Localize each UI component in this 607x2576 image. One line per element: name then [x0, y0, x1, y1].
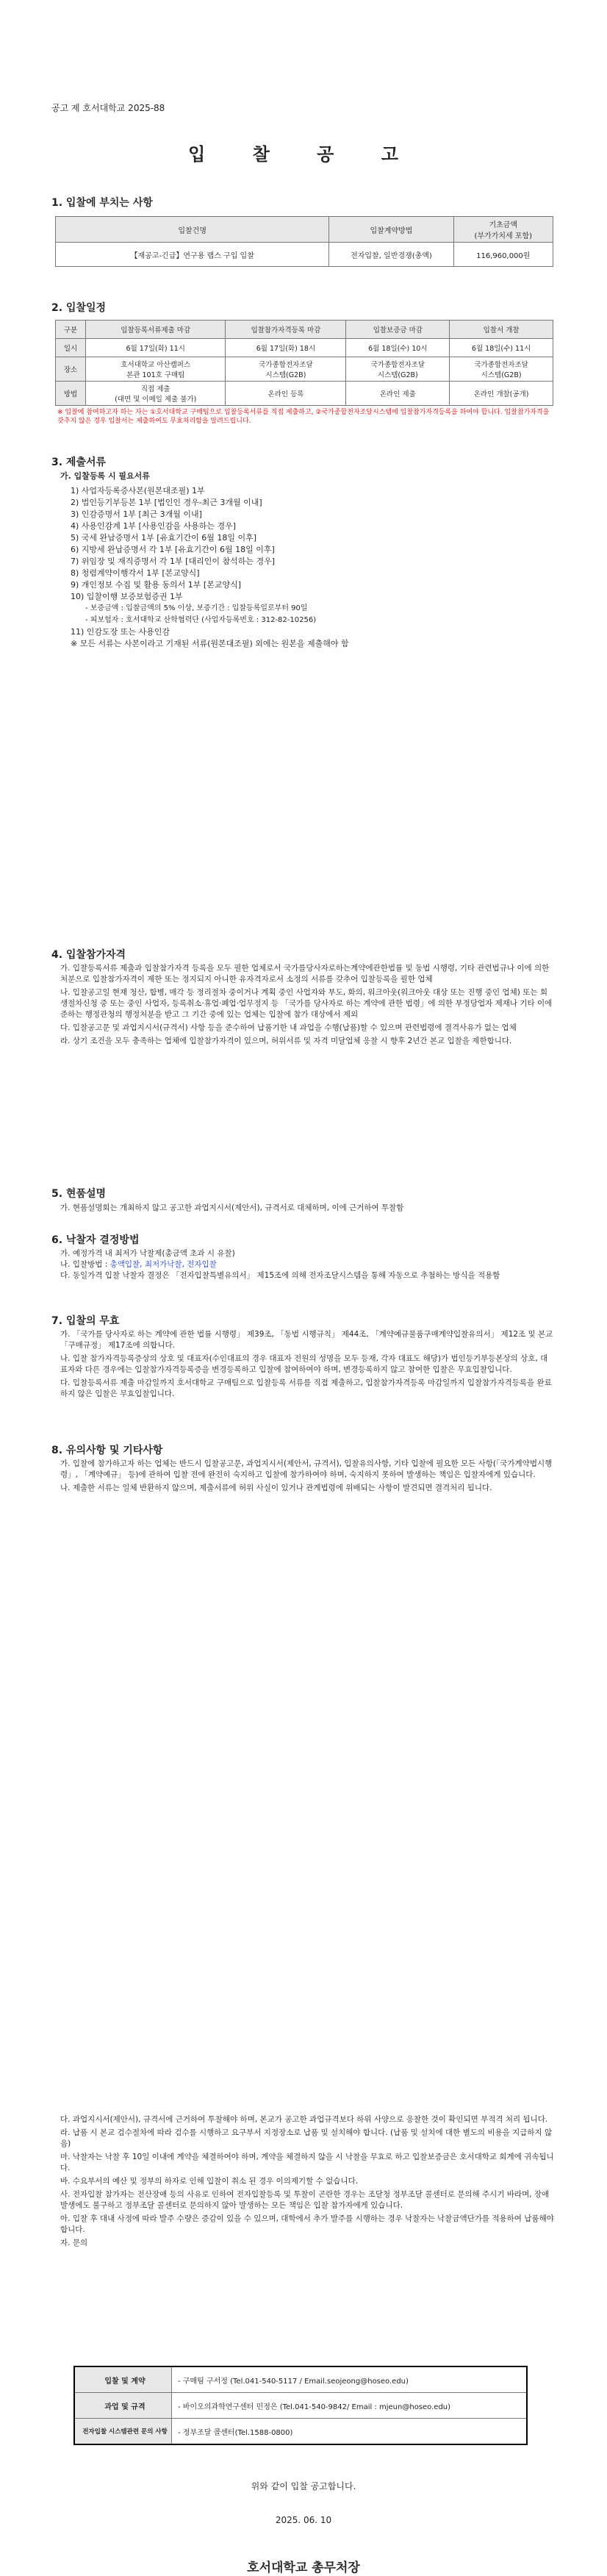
column-header: 구분 [56, 321, 86, 339]
section6-heading: 6. 낙찰자 결정방법 [51, 1234, 140, 1246]
list-item: 다. 동일가격 입찰 낙찰자 결정은 「전자입찰특별유의서」 제15조에 의해 전자조달시스템을 통해 자동으로 추첨하는 방식을 적용함 [60, 1271, 500, 1280]
issuer-name: 호서대학교 총무처장 [247, 2561, 360, 2575]
invalid-bid-list [60, 1329, 554, 1400]
table-cell: 온라인 개찰(공개) [450, 382, 553, 406]
table-cell: 온라인 등록 [226, 382, 346, 406]
page-title: 입 찰 공 고 [188, 144, 419, 165]
list-item: 1) 사업자등록증사본(원본대조필) 1부 [71, 486, 205, 495]
list-item: 가. 입찰에 참가하고자 하는 업체는 반드시 입찰공고문, 과업지시서(제안서, 규격서), 입찰유의사항, 기타 입찰에 필요한 모든 사항(「국가계약법시행령」, 「계약예규」 등)에 관하여 입찰 전에 완전히 숙지하고 입찰에 참가하여야 하며, 숙지하지 못하여 발생하는 책임은 입찰자에게 있습니다. [60, 1459, 553, 1479]
column-header: 입찰등록서류제출 마감 [86, 321, 226, 339]
section3-subheading: 가. 입찰등록 시 필요서류 [60, 471, 150, 481]
schedule-table [55, 320, 553, 406]
list-item: 나. 제출한 서류는 일체 반환하지 않으며, 제출서류에 허위 사실이 있거나 관계법령에 위배되는 사항이 발견되면 결격처리 됩니다. [60, 1484, 492, 1492]
table-cell: 장소 [56, 357, 86, 382]
table-cell: 전자입찰, 일반경쟁(총액) [329, 243, 453, 267]
contact-value: - 바이오의과학연구센터 민정은 (Tel.041-540-9842/ Email : mjeun@hoseo.edu) [172, 2393, 528, 2419]
list-item: 2) 법인등기부등본 1부 [법인인 경우-최근 3개월 이내] [71, 498, 262, 507]
list-item: 마. 낙찰자는 낙찰 후 10일 이내에 계약을 체결하여야 하며, 계약을 체결하지 않을 시 낙찰을 무효로 하고 입찰보증금은 호서대학교 회계에 귀속됩니다. [60, 2153, 554, 2172]
list-item: 가. 입찰등록서류 제출과 입찰참가자격 등록을 모두 필한 업체로서 국가를당사자로하는계약에관한법률 및 동법 시행령, 기타 관련법규나 이에 의한 처분으로 입찰참가자격이 제한 또는 정지되지 아니한 유자격자로서 소정의 서류를 갖추어 입찰등록을 필한 업체 [60, 964, 550, 984]
table-cell: 【재공고-긴급】연구용 랩스 구입 입찰 [56, 243, 329, 267]
list-item: 라. 상기 조건을 모두 충족하는 업체에 입찰참가자격이 있으며, 허위서류 및 자격 미달업체 응찰 시 향후 2년간 본교 입찰을 제한합니다. [60, 1037, 512, 1045]
list-item: 다. 입찰등록서류 제출 마감일까지 호서대학교 구매팀으로 입찰등록 서류를 직접 제출하고, 입찰참가자격등록 마감일까지 입찰참가자격등록을 완료하지 않은 입찰은 무효입찰입니다. [60, 1378, 552, 1398]
list-item: 4) 사용인감계 1부 [사용인감을 사용하는 경우] [71, 521, 236, 531]
section7-heading: 7. 입찰의 무효 [51, 1315, 120, 1327]
list-item [60, 1259, 554, 1270]
table-cell: 국가종합전자조달 시스템(G2B) [450, 357, 553, 382]
list-item: 8) 청렴계약이행각서 1부 [본교양식] [71, 568, 200, 578]
bid-items-table [55, 216, 553, 267]
contact-table [73, 2366, 528, 2445]
list-item: ※ 모든 서류는 사본이라고 기재된 서류(원본대조필) 외에는 원본을 제출해야 함 [71, 639, 349, 648]
table-row [56, 339, 553, 357]
contact-value: - 정부조달 콜센터(Tel.1588-0800) [172, 2419, 528, 2445]
table-cell: 직접 제출 (대면 및 이메일 제출 불가) [86, 382, 226, 406]
section4-heading: 4. 입찰참가자격 [51, 949, 126, 961]
table-cell: 6월 18일(수) 10시 [346, 339, 450, 357]
table-cell: 국가종합전자조달 시스템(G2B) [226, 357, 346, 382]
table-cell: 6월 17일(화) 11시 [86, 339, 226, 357]
contact-label: 입찰 및 계약 [74, 2366, 172, 2393]
list-item: 나. 입찰 참가자격등록증상의 상호 및 대표자(수인대표의 경우 대표자 전원의 성명을 모두 등재, 각자 대표도 해당)가 법인등기부등본상의 상호, 대표자와 다른 경우에는 입찰참가자격등록증을 변경등록하고 입찰에 참여하여야 하며, 변경등록하지 않고 참여한 입찰은 무효입찰입니다. [60, 1354, 548, 1374]
list-item: 7) 위임장 및 재직증명서 각 1부 [대리인이 참석하는 경우] [71, 557, 275, 566]
table-cell: 온라인 제출 [346, 382, 450, 406]
table-cell: 호서대학교 아산캠퍼스 본관 101호 구매팀 [86, 357, 226, 382]
section1-heading: 1. 입찰에 부치는 사항 [51, 197, 153, 209]
list-item: 10) 입찰이행 보증보험증권 1부 [71, 592, 183, 601]
list-item: 6) 지방세 완납증명서 각 1부 [유효기간이 6월 18일 이후] [71, 545, 275, 554]
list-item: 자. 문의 [60, 2239, 88, 2247]
column-header: 입찰보증금 마감 [346, 321, 450, 339]
list-item: 11) 인감도장 또는 사용인감 [71, 627, 170, 637]
table-row [74, 2393, 527, 2419]
list-item: 3) 인감증명서 1부 [최근 3개월 이내] [71, 509, 202, 519]
list-item: 가. 「국가를 당사자로 하는 계약에 관한 법률 시행령」 제39조, 「동법 시행규칙」 제44조, 「계약예규물품구매계약입찰유의서」 제12조 및 본교 「구매규정」 제17조에 의합니다. [60, 1330, 553, 1350]
closing-statement: 위와 같이 입찰 공고합니다. [251, 2481, 356, 2491]
table-row [56, 243, 553, 267]
list-item-label: 나. 입찰방법 : [60, 1260, 110, 1269]
list-item: - 보증금액 : 입찰금액의 5% 이상, 보증기간 : 입찰등록일로부터 90일 [85, 604, 308, 612]
notes-list-continued [60, 2114, 554, 2249]
list-item: 아. 입찰 후 대내 사정에 따라 발주 수량은 증감이 있을 수 있으며, 대학에서 추가 발주를 시행하는 경우 낙찰자는 낙찰금액단가를 적용하여 납품해야 합니다. [60, 2214, 554, 2234]
column-header: 입찰서 개찰 [450, 321, 553, 339]
list-item: 바. 수요부서의 예산 및 정부의 하자로 인해 입찰이 취소 된 경우 이의제기할 수 없습니다. [60, 2177, 359, 2186]
list-item: 9) 개인정보 수집 및 활용 동의서 1부 [본교양식] [71, 580, 241, 590]
documents-list [71, 485, 556, 650]
table-cell: 방법 [56, 382, 86, 406]
section3-heading: 3. 제출서류 [51, 457, 107, 468]
table-row [56, 382, 553, 406]
list-item: 다. 입찰공고문 및 과업지시서(규격서) 사항 등을 준수하여 납품기한 내 과업을 수행(납품)할 수 있으며 관련법령에 결격사유가 없는 업체 [60, 1023, 517, 1032]
schedule-note: ※ 입찰에 참여하고자 하는 자는 ①호서대학교 구매팀으로 입찰등록서류를 직접 제출하고, ②국가종합전자조달시스템에 입찰참가자격등록을 하여야 합니다. 입찰참가자격을 갖추지 않은 경우 입찰서는 제출하여도 무효처리함을 알려드립니다. [57, 409, 550, 425]
notice-date: 2025. 06. 10 [275, 2515, 332, 2525]
qualification-list [60, 963, 554, 1047]
list-item: 나. 입찰공고일 현재 청산, 합병, 매각 등 정리절차 중이거나 계획 중인 사업자와 부도, 화의, 워크아웃(워크아웃 대상 또는 진행 중인 업체) 또는 회생절차신청 중 또는 중인 사업자, 등록취소·휴업·폐업·업무정지 등 「국가를 당사자로 하는 계약에 관한 법령」에 의한 부정당업자 제재나 기타 이에 준하는 행정관청의 행정처분을 받고 그 기간 중에 있는 업체는 입찰에 참가 대상에서 제외 [60, 988, 553, 1019]
table-row [74, 2366, 527, 2393]
table-row [56, 357, 553, 382]
list-item: 가. 예정가격 내 최저가 낙찰제(총금액 초과 시 유찰) [60, 1249, 235, 1258]
contact-value: - 구매팀 구서정 (Tel.041-540-5117 / Email.seojeong@hoseo.edu) [172, 2366, 528, 2393]
table-cell: 국가종합전자조달 시스템(G2B) [346, 357, 450, 382]
contact-label: 전자입찰 시스템관련 문의 사항 [74, 2419, 172, 2445]
list-item: 가. 현품설명회는 개최하지 않고 공고한 과업지시서(제안서), 규격서로 대체하며, 이에 근거하여 투찰함 [60, 1203, 404, 1212]
list-item: 사. 전자입찰 참가자는 전산장애 등의 사유로 인하여 전자입찰등록 및 투찰이 곤란한 경우는 조달청 정부조달 콜센터로 문의해 주시기 바라며, 장애발생에도 불구하고 정부조달 콜센터로 문의하지 않아 발생하는 모든 책임은 입찰 참가자에게 있습니다. [60, 2190, 550, 2210]
section5-heading: 5. 현품설명 [51, 1188, 107, 1200]
column-header: 입찰참가자격등록 마감 [226, 321, 346, 339]
list-item: - 피보험자 : 호서대학교 산학협력단 (사업자등록번호 : 312-82-10256) [85, 616, 317, 624]
section8-heading: 8. 유의사항 및 기타사항 [51, 1445, 163, 1456]
notice-number: 공고 제 호서대학교 2025-88 [51, 103, 165, 113]
table-cell: 116,960,000원 [453, 243, 553, 267]
table-row [74, 2419, 527, 2445]
bid-method-highlight: 총액입찰, 최저가낙찰, 전자입찰 [109, 1260, 217, 1269]
list-item: 5) 국세 완납증명서 1부 [유효기간이 6월 18일 이후] [71, 533, 256, 543]
table-cell: 일시 [56, 339, 86, 357]
list-item: 다. 과업지시서(제안서), 규격서에 근거하여 투찰해야 하며, 본교가 공고한 과업규격보다 하위 사양으로 응찰한 것이 확인되면 부적격 처리 됩니다. [60, 2115, 548, 2124]
notes-list [60, 1459, 554, 1494]
award-method-list [60, 1248, 554, 1281]
column-header: 입찰건명 [56, 217, 329, 243]
table-cell: 6월 18일(수) 11시 [450, 339, 553, 357]
section2-heading: 2. 입찰일정 [51, 302, 107, 314]
column-header: 입찰계약방법 [329, 217, 453, 243]
list-item: 라. 납품 시 본교 검수절차에 따라 검수를 시행하고 요구부서 지정장소로 납품 및 설치해야 합니다. (납품 및 설치에 대한 별도의 비용을 지급하지 않음) [60, 2128, 553, 2148]
contact-label: 과업 및 규격 [74, 2393, 172, 2419]
table-cell: 6월 17일(화) 18시 [226, 339, 346, 357]
column-header: 기초금액 (부가가치세 포함) [453, 217, 553, 243]
